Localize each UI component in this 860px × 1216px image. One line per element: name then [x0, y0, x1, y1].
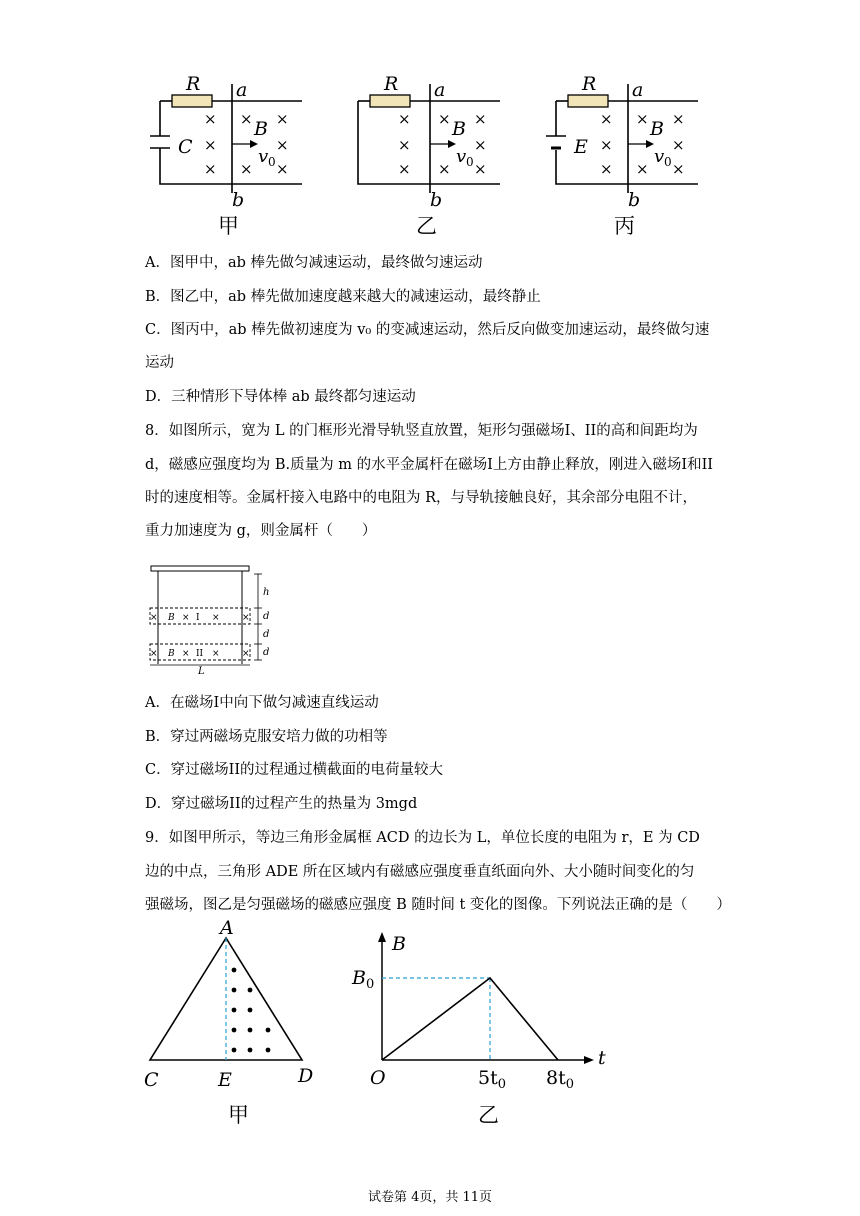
svg-text:×: × [398, 160, 411, 178]
svg-text:B: B [168, 649, 175, 659]
element-label: C [178, 136, 193, 158]
q8-stem-line-3: 时的速度相等。金属杆接入电路中的电阻为 R，与导轨接触良好，其余部分电阻不计， [145, 490, 698, 506]
tick-8t0: $8t_0$ [546, 1067, 575, 1092]
page-footer: 试卷第 4页，共 11页 [367, 1190, 493, 1205]
q7-option-b: B．图乙中，ab 棒先做加速度越来越大的减速运动，最终静止 [145, 289, 541, 305]
svg-text:B: B [168, 613, 175, 623]
svg-text:0: 0 [664, 155, 672, 169]
svg-text:×: × [276, 110, 289, 128]
circuit-bing [546, 73, 698, 238]
q7-option-a: A．图甲中，ab 棒先做匀减速运动，最终做匀速运动 [145, 255, 483, 271]
tick-5t0: $5t_0$ [478, 1067, 507, 1092]
svg-text:×: × [636, 110, 649, 128]
resistor [568, 95, 608, 107]
svg-text:d: d [263, 611, 270, 622]
svg-text:×: × [242, 613, 250, 623]
origin-label: O [370, 1067, 386, 1089]
point-e: E [218, 1069, 232, 1091]
circuit-yi [358, 73, 500, 238]
label-a: a [632, 79, 644, 101]
svg-text:×: × [240, 110, 253, 128]
svg-text:d: d [263, 647, 270, 658]
svg-text:×: × [398, 136, 411, 154]
svg-text:×: × [438, 160, 451, 178]
label-r: R [186, 73, 201, 95]
vertex-a: A [220, 918, 234, 939]
label-a: a [434, 79, 446, 101]
svg-text:×: × [204, 110, 217, 128]
q9-stem-line-3: 强磁场，图乙是匀强磁场的磁感应强度 B 随时间 t 变化的图像。下列说法正确的是（ ） [145, 897, 731, 913]
svg-text:v: v [258, 146, 269, 167]
svg-text:×: × [150, 613, 158, 623]
svg-text:×: × [636, 160, 649, 178]
svg-text:×: × [276, 160, 289, 178]
svg-text:v: v [654, 146, 665, 167]
svg-text:0: 0 [268, 155, 276, 169]
q7-option-d: D．三种情形下导体棒 ab 最终都匀速运动 [145, 389, 416, 405]
q8-option-a: A．在磁场I中向下做匀减速直线运动 [145, 695, 379, 711]
svg-text:I: I [196, 613, 200, 623]
q8-option-d: D．穿过磁场II的过程产生的热量为 3mgd [145, 796, 418, 812]
svg-text:×: × [474, 110, 487, 128]
element-label: E [574, 136, 588, 158]
label-field-b: B [254, 118, 268, 140]
caption-yi: 乙 [416, 214, 437, 238]
svg-text:×: × [212, 613, 220, 623]
svg-text:×: × [240, 160, 253, 178]
svg-text:0: 0 [466, 155, 474, 169]
label-b: b [232, 189, 245, 211]
svg-text:×: × [242, 649, 250, 659]
q8-stem-line-2: d，磁感应强度均为 B.质量为 m 的水平金属杆在磁场I上方由静止释放，刚进入磁场I和II [145, 457, 714, 473]
label-r: R [384, 73, 399, 95]
caption-bing: 丙 [614, 214, 635, 238]
svg-text:II: II [196, 649, 204, 659]
svg-text:×: × [474, 160, 487, 178]
circuit-jia [150, 73, 302, 238]
label-field-b: B [452, 118, 466, 140]
vertex-d: D [298, 1065, 314, 1087]
svg-text:×: × [600, 110, 613, 128]
svg-text:×: × [672, 110, 685, 128]
label-b: b [430, 189, 443, 211]
q9-stem-line-1: 9．如图甲所示，等边三角形金属框 ACD 的边长为 L，单位长度的电阻为 r，E 为 CD [145, 830, 700, 846]
q8-option-b: B．穿过两磁场克服安培力做的功相等 [145, 729, 388, 745]
vertex-c: C [144, 1069, 159, 1091]
q8-option-c: C．穿过磁场II的过程通过横截面的电荷量较大 [145, 762, 444, 778]
q7-option-c-cont: 运动 [145, 355, 174, 371]
svg-text:×: × [204, 160, 217, 178]
caption-graph: 乙 [478, 1103, 499, 1127]
resistor [370, 95, 410, 107]
resistor [172, 95, 212, 107]
svg-text:×: × [182, 649, 190, 659]
svg-text:×: × [150, 649, 158, 659]
svg-text:×: × [474, 136, 487, 154]
svg-text:h: h [263, 587, 270, 598]
svg-text:×: × [398, 110, 411, 128]
q8-stem-line-1: 8．如图所示，宽为 L 的门框形光滑导轨竖直放置，矩形匀强磁场I、II的高和间距均为 [145, 423, 698, 439]
circuit-figure-row [140, 68, 720, 243]
caption-jia: 甲 [218, 214, 239, 238]
triangle-figure [140, 918, 340, 1128]
svg-text:×: × [600, 160, 613, 178]
q8-stem-line-4: 重力加速度为 g，则金属杆（ ） [145, 523, 377, 539]
caption-triangle: 甲 [228, 1103, 249, 1127]
svg-text:×: × [182, 613, 190, 623]
svg-text:×: × [212, 649, 220, 659]
svg-text:×: × [438, 110, 451, 128]
q7-option-c: C．图丙中，ab 棒先做初速度为 v₀ 的变减速运动，然后反向做变加速运动，最终做匀速 [145, 322, 710, 338]
q9-stem-line-2: 边的中点，三角形 ADE 所在区域内有磁感应强度垂直纸面向外、大小随时间变化的匀 [145, 864, 695, 880]
svg-text:v: v [456, 146, 467, 167]
svg-text:×: × [672, 136, 685, 154]
svg-text:×: × [672, 160, 685, 178]
svg-text:d: d [263, 629, 270, 640]
axis-t-label: t [598, 1047, 606, 1069]
bt-graph [350, 928, 620, 1128]
rail-figure [146, 562, 276, 677]
label-field-b: B [650, 118, 664, 140]
axis-b-label: B [392, 933, 406, 955]
label-a: a [236, 79, 248, 101]
label-b: b [628, 189, 641, 211]
bt-curve [382, 978, 558, 1060]
svg-text:×: × [276, 136, 289, 154]
svg-text:×: × [204, 136, 217, 154]
svg-text:×: × [600, 136, 613, 154]
label-r: R [582, 73, 597, 95]
tick-b0: $B_0$ [352, 967, 375, 992]
svg-text:L: L [198, 666, 205, 677]
